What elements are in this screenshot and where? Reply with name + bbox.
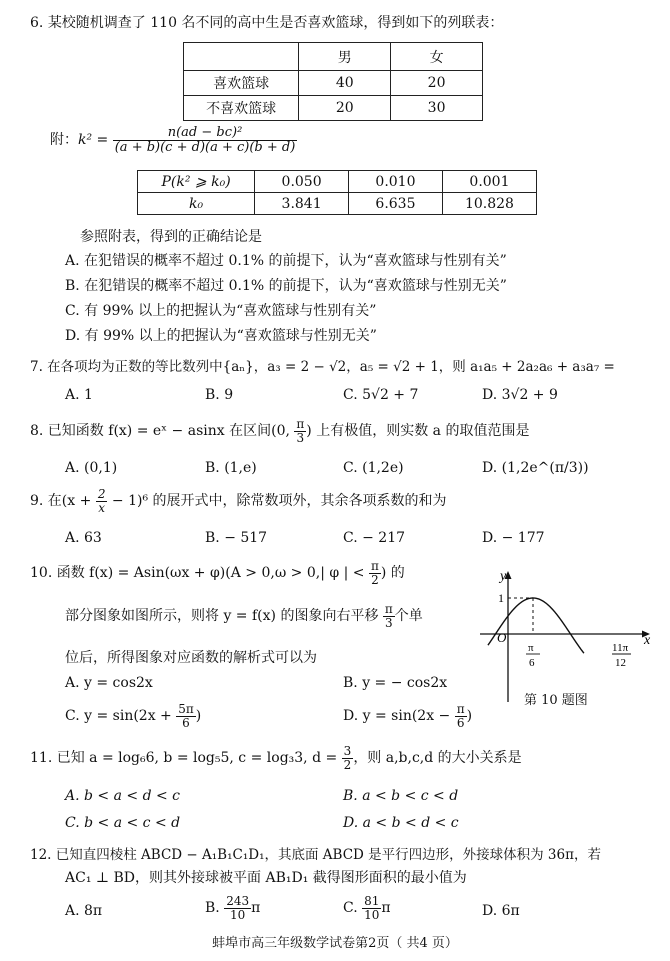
q8-option-c: C. (1,2e) — [343, 460, 404, 476]
q12-option-b-pi: π — [251, 900, 261, 917]
page-footer: 蚌埠市高三年级数学试卷第2页（ 共4 页） — [212, 936, 458, 951]
tick-pi6-denominator: 6 — [529, 657, 535, 669]
q10-option-d-start: D. y = sin(2x − — [343, 708, 451, 725]
q11-stem-start: 11. 已知 a = log₆6, b = log₅5, c = log₃3, d = — [30, 750, 338, 767]
q12-option-c-numerator: 81 — [364, 894, 380, 908]
q10-line1-end: ) 的 — [380, 565, 405, 582]
q6-prompt: 参照附表，得到的正确结论是 — [80, 229, 262, 245]
q8-stem — [30, 418, 529, 444]
q12-option-a: A. 8π — [65, 903, 103, 919]
q12-option-c — [343, 895, 391, 921]
q6-option-b: B. 在犯错误的概率不超过 0.1% 的前提下，认为“喜欢篮球与性别无关” — [65, 278, 507, 294]
q7-option-c: C. 5√2 + 7 — [343, 387, 419, 403]
q10-option-a: A. y = cos2x — [65, 675, 153, 691]
q9-stem — [30, 488, 447, 514]
q7-stem: 7. 在各项均为正数的等比数列中{aₙ}，a₃ = 2 − √2，a₅ = √2 + 1，则 a₁a₅ + 2a₂a₆ + a₃a₇ = — [30, 359, 615, 375]
q11-stem-end: ，则 a,b,c,d 的大小关系是 — [353, 750, 522, 767]
q9-option-a: A. 63 — [65, 530, 102, 546]
table-header-cell: 女 — [391, 43, 483, 71]
table-cell: 不喜欢篮球 — [184, 96, 299, 121]
chi-square-formula — [50, 126, 297, 154]
tick-11pi12-numerator: 11π — [612, 642, 629, 654]
q12-line1: 12. 已知直四棱柱 ABCD − A₁B₁C₁D₁，其底面 ABCD 是平行四边形，外接球体积为 36π，若 — [30, 847, 601, 863]
q10-option-c-numerator: 5π — [178, 702, 194, 716]
q12-option-b — [205, 895, 260, 921]
figure-caption: 第 10 题图 — [524, 693, 588, 708]
q12-option-c-letter: C. — [343, 900, 358, 917]
q10-line1 — [30, 560, 405, 586]
q10-frac-numerator: π — [384, 602, 393, 616]
y-axis-label: y — [500, 569, 507, 584]
max-value-label: 1 — [498, 591, 504, 605]
q8-option-d: D. (1,2e^(π/3)) — [482, 460, 589, 476]
q11-frac-numerator: 3 — [343, 744, 352, 758]
q10-frac-denominator: 3 — [385, 615, 393, 630]
q6-number: 6. — [30, 15, 44, 31]
q11-option-a: A. b < a < d < c — [65, 788, 181, 804]
q12-option-b-letter: B. — [205, 900, 220, 917]
q10-option-b: B. y = − cos2x — [343, 675, 448, 691]
q8-option-b: B. (1,e) — [205, 460, 257, 476]
q7-option-d: D. 3√2 + 9 — [482, 387, 558, 403]
q6-option-c: C. 有 99% 以上的把握认为“喜欢篮球与性别有关” — [65, 303, 377, 319]
q10-frac-numerator: π — [371, 559, 379, 573]
table-cell: P(k² ⩾ k₀) — [138, 171, 255, 193]
q11-option-c: C. b < a < c < d — [65, 815, 181, 831]
q12-option-c-pi: π — [381, 900, 391, 917]
q12-option-b-numerator: 243 — [226, 894, 250, 908]
q6-stem — [30, 12, 503, 32]
q11-option-d: D. a < b < d < c — [343, 815, 459, 831]
q8-stem-end: ) 上有极值，则实数 a 的取值范围是 — [306, 423, 530, 440]
table-header-cell: 男 — [299, 43, 391, 71]
contingency-table — [183, 42, 483, 121]
q10-line2-end: 个单 — [394, 608, 423, 625]
q10-option-c-denominator: 6 — [182, 715, 190, 730]
critical-value-table — [137, 170, 537, 215]
appendix-label: 附： — [50, 132, 78, 149]
q10-line3: 位后，所得图象对应函数的解析式可以为 — [65, 650, 317, 666]
q12-option-d: D. 6π — [482, 903, 520, 919]
q10-option-d-denominator: 6 — [456, 715, 465, 730]
tick-pi6-numerator: π — [528, 642, 534, 654]
q6-option-d: D. 有 99% 以上的把握认为“喜欢篮球与性别无关” — [65, 328, 377, 344]
tick-11pi12-denominator: 12 — [615, 657, 626, 669]
q10-option-c — [65, 703, 201, 729]
table-header-cell — [184, 43, 299, 71]
table-cell: 30 — [391, 96, 483, 121]
q8-frac-denominator: 3 — [296, 430, 305, 445]
q8-stem-start: 8. 已知函数 f(x) = eˣ − asinx 在区间(0, — [30, 423, 290, 440]
table-cell: 0.050 — [255, 171, 349, 193]
q11-option-b: B. a < b < c < d — [343, 788, 459, 804]
q10-option-c-start: C. y = sin(2x + — [65, 708, 172, 725]
table-cell: 40 — [299, 71, 391, 96]
table-cell: 喜欢篮球 — [184, 71, 299, 96]
q8-option-a: A. (0,1) — [65, 460, 118, 476]
q10-option-d-numerator: π — [456, 702, 465, 716]
q9-option-c: C. − 217 — [343, 530, 406, 546]
table-cell: k₀ — [138, 193, 255, 215]
q6-stem-text: 某校随机调查了 110 名不同的高中生是否喜欢篮球，得到如下的列联表： — [47, 15, 504, 31]
q10-option-c-end: ) — [195, 708, 202, 725]
origin-label: O — [497, 630, 507, 645]
table-cell: 20 — [391, 71, 483, 96]
q9-stem-end: − 1)⁶ 的展开式中，除常数项外，其余各项系数的和为 — [111, 493, 447, 510]
q7-option-b: B. 9 — [205, 387, 234, 403]
formula-numerator: n(ad − bc)² — [113, 126, 298, 141]
q11-stem — [30, 745, 522, 771]
table-cell: 3.841 — [255, 193, 349, 215]
table-cell: 6.635 — [349, 193, 443, 215]
table-cell: 0.001 — [442, 171, 536, 193]
q12-option-c-denominator: 10 — [364, 907, 380, 922]
q10-frac-denominator: 2 — [371, 572, 379, 587]
q12-option-b-denominator: 10 — [230, 907, 246, 922]
q9-option-d: D. − 177 — [482, 530, 545, 546]
q9-frac-denominator: x — [98, 500, 106, 515]
q10-line2 — [65, 603, 423, 629]
table-cell: 0.010 — [349, 171, 443, 193]
q8-frac-numerator: π — [296, 417, 305, 431]
q7-option-a: A. 1 — [65, 387, 93, 403]
q10-line2-start: 部分图象如图所示，则将 y = f(x) 的图象向右平移 — [65, 608, 379, 625]
q9-stem-start: 9. 在(x + — [30, 493, 92, 510]
q12-line2: AC₁ ⊥ BD，则其外接球被平面 AB₁D₁ 截得图形面积的最小值为 — [65, 870, 467, 886]
q11-frac-denominator: 2 — [343, 757, 352, 772]
x-axis-label: x — [644, 633, 651, 648]
q6-option-a: A. 在犯错误的概率不超过 0.1% 的前提下，认为“喜欢篮球与性别有关” — [65, 253, 507, 269]
q9-option-b: B. − 517 — [205, 530, 268, 546]
q9-frac-numerator: 2 — [97, 487, 106, 501]
table-cell: 10.828 — [442, 193, 536, 215]
q10-line1-text: 10. 函数 f(x) = Asin(ωx + φ)(A > 0,ω > 0,| φ | < — [30, 565, 365, 582]
table-cell: 20 — [299, 96, 391, 121]
formula-denominator: (a + b)(c + d)(a + c)(b + d) — [114, 139, 296, 155]
q10-option-d-end: ) — [466, 708, 473, 725]
q10-option-d — [343, 703, 472, 729]
formula-lhs: k² = — [78, 132, 109, 149]
